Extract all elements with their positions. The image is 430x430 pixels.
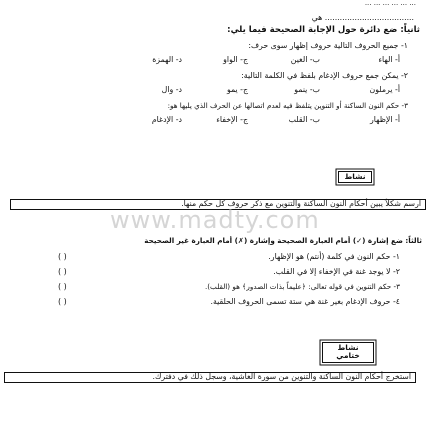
q2-option-c[interactable]: ج- يمو (226, 85, 248, 94)
tf-answer-2[interactable]: ( ) (58, 267, 67, 276)
q1-option-c[interactable]: ج- الواو (223, 55, 248, 64)
q3-text: ٣- حكم النون الساكنة أو التنوين يتلفظ فيه لعدم اتصالها عن الحرف الذي يليها هو: (167, 101, 408, 110)
q1-option-a[interactable]: أ- الهاء (378, 55, 400, 64)
watermark: www.madty.com (110, 206, 320, 234)
tf-item-3: ٣- حكم التنوين في قوله تعالى: ﴿عليماً بذات الصدور﴾ هو (القلب). (204, 282, 400, 291)
q1-option-b[interactable]: ب- الغين (290, 55, 320, 64)
final-activity-badge: نشاط ختامي (322, 342, 374, 363)
section2-heading: ثانياً: ضع دائرة حول الإجابة الصحيحة فيما يلي: (227, 25, 420, 35)
final-activity-bar (4, 372, 416, 383)
tf-answer-3[interactable]: ( ) (58, 282, 67, 291)
q1-options (122, 56, 400, 65)
header-top-text: ... ... ... ... ... ... (364, 0, 416, 7)
tf-item-2: ٢- لا يوجد غنة في الإخفاء إلا في القلب. (273, 267, 400, 276)
q3-option-b[interactable]: ب- القلب (288, 115, 320, 124)
activity-badge: نشاط (338, 171, 372, 183)
section3-heading: ثالثاً: ضع إشارة (✓) أمام العبارة الصحيحة وإشارة (✗) أمام العبارة غير الصحيحة (144, 236, 422, 245)
q3-option-a[interactable]: أ- الإظهار (369, 115, 400, 124)
q2-options (122, 86, 400, 95)
q2-option-d[interactable]: د- وال (161, 85, 182, 94)
name-line: .................................... هي (311, 13, 414, 22)
q1-option-d[interactable]: د- الهمزة (152, 55, 182, 64)
activity-instruction: ارسم شكلاً يبين أحكام النون الساكنة والتنوين مع ذكر حروف كل حكم منها. (181, 199, 421, 209)
q2-option-b[interactable]: ب- ينمو (294, 85, 320, 94)
q2-text: ٢- يمكن جمع حروف الإدغام بلفظ في الكلمة التالية: (241, 71, 408, 80)
q1-text: ١- جميع الحروف التالية حروف إظهار سوى حرف: (248, 41, 408, 50)
tf-item-4: ٤- حروف الإدغام بغير غنة هي ستة تسمى الحروف الحلقية. (210, 297, 400, 306)
tf-item-1: ١- حكم النون في كلمة (أنتم) هو الإظهار. (268, 252, 400, 261)
tf-answer-4[interactable]: ( ) (58, 297, 67, 306)
q3-option-d[interactable]: د- الإدغام (151, 115, 182, 124)
tf-answer-1[interactable]: ( ) (58, 252, 67, 261)
q3-options (122, 116, 400, 125)
final-activity-instruction: استخرج أحكام النون الساكنة والتنوين من سورة الغاشية، وسجل ذلك في دفترك. (152, 372, 411, 382)
q2-option-a[interactable]: أ- يرملون (369, 85, 400, 94)
q3-option-c[interactable]: ج- الإخفاء (216, 115, 248, 124)
